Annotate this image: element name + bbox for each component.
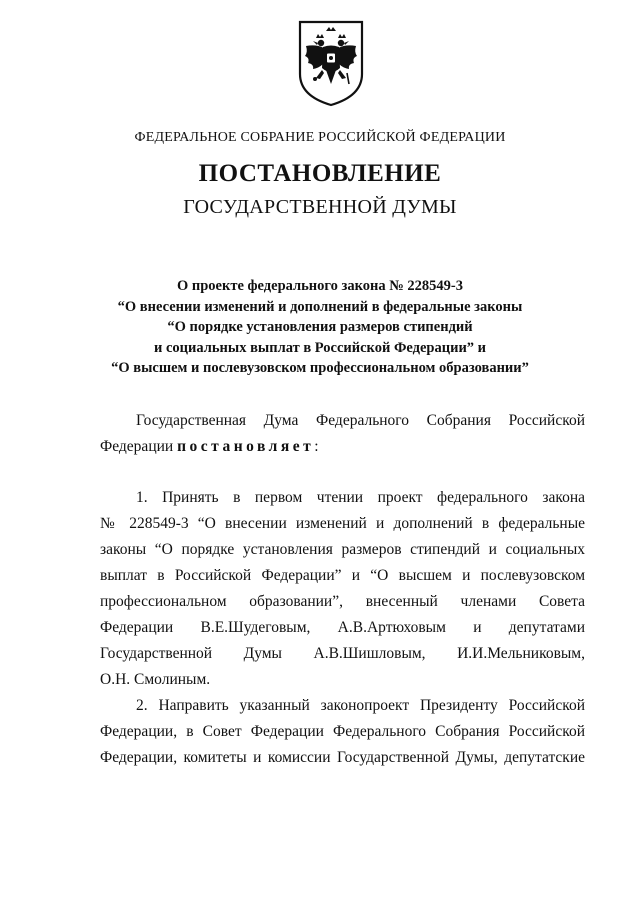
paragraph-line: 1. Принять в первом чтении проект федерального закона [136,489,585,506]
subject-line: О проекте федерального закона № 228549-3 [176,278,464,294]
paragraph-line: 2. Направить указанный законопроект Президенту Российской [136,697,585,714]
subject-line: и социальных выплат в Российской Федерации” и [153,339,487,356]
paragraph-1 [100,485,585,693]
paragraph-line: Федерации В.Е.Шудеговым, А.В.Артюховым и депутатами [100,619,585,636]
paragraph-line: Государственной Думы А.В.Шишловым, И.И.Мельниковым, [100,645,585,662]
coat-of-arms-icon [296,18,366,108]
preamble-line [100,434,585,460]
paragraph-line: Федерации, комитеты и комиссии Государственной Думы, депутатские [100,749,585,766]
preamble [100,408,585,460]
paragraph-line: выплат в Российской Федерации” и “О высшем и послевузовском [100,567,585,584]
paragraph-line: законы “О порядке установления размеров стипендий и социальных [100,541,585,558]
preamble-line: Государственная Дума Федерального Собрания Российской [136,412,585,429]
paragraph-line: профессиональном образовании”, внесенный членами Совета [100,593,585,610]
document-subject [0,276,640,379]
assembly-name: ФЕДЕРАЛЬНОЕ СОБРАНИЕ РОССИЙСКОЙ ФЕДЕРАЦИИ [134,130,506,145]
paragraph-2 [100,693,585,771]
paragraph-line: Федерации, в Совет Федерации Федерального Собрания Российской [100,723,585,740]
subject-line: “О высшем и послевузовском профессиональном образовании” [111,360,529,376]
issuer-name: ГОСУДАРСТВЕННОЙ ДУМЫ [183,196,457,218]
subject-line: “О порядке установления размеров стипендий [167,319,473,335]
subject-line: “О внесении изменений и дополнений в федеральные законы [117,298,523,315]
resolution-verb: постановляет [177,438,315,455]
paragraph-line: № 228549-3 “О внесении изменений и дополнений в федеральные [100,515,585,532]
document-type: ПОСТАНОВЛЕНИЕ [198,160,442,187]
paragraph-line: О.Н. Смолиным. [100,671,211,688]
preamble-text: Федерации [100,438,178,455]
preamble-colon: : [314,438,319,455]
